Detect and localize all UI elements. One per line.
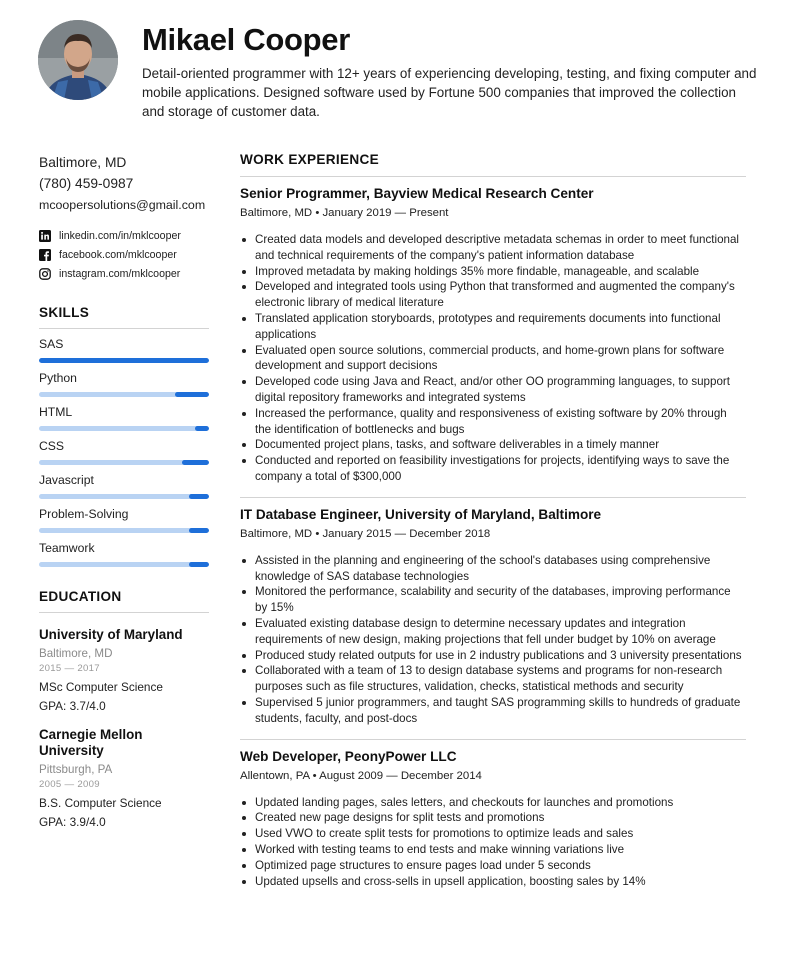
social-instagram[interactable] — [39, 264, 209, 283]
skill-item — [39, 371, 209, 397]
list-item: Translated application storyboards, prototypes and requirements documents into functional applications — [240, 311, 746, 343]
list-item: Updated landing pages, sales letters, and checkouts for launches and promotions — [240, 795, 746, 811]
education-item — [39, 727, 209, 829]
experience-title: WORK EXPERIENCE — [240, 152, 746, 177]
linkedin-icon — [39, 230, 51, 242]
social-instagram-text: instagram.com/mklcooper — [59, 267, 181, 280]
contact-phone: (780) 459-0987 — [39, 176, 134, 191]
profile-photo — [38, 20, 118, 100]
skill-bar — [39, 494, 209, 499]
skill-name: Python — [39, 371, 77, 385]
skill-bar-fill — [39, 358, 209, 363]
skill-bar-fill — [175, 392, 209, 397]
list-item: Used VWO to create split tests for promotions to optimize leads and sales — [240, 826, 746, 842]
social-facebook-text: facebook.com/mklcooper — [59, 248, 177, 261]
skill-bar — [39, 562, 209, 567]
list-item: Conducted and reported on feasibility investigations for projects, identifying ways to save the company a total of $300,000 — [240, 453, 746, 485]
edu-degree: B.S. Computer Science — [39, 796, 162, 810]
edu-city: Pittsburgh, PA — [39, 763, 113, 776]
facebook-icon — [39, 249, 51, 261]
list-item: Evaluated open source solutions, commercial products, and home-grown plans for software development and support decisions — [240, 343, 746, 375]
left-column — [39, 152, 209, 829]
skill-name: Javascript — [39, 473, 94, 487]
list-item: Increased the performance, quality and responsiveness of existing software by 20% through the identification of bottlenecks and bugs — [240, 406, 746, 438]
list-item: Documented project plans, tasks, and software deliverables in a timely manner — [240, 437, 746, 453]
skill-name: HTML — [39, 405, 73, 419]
skill-bar-fill — [189, 528, 209, 533]
skill-name: Problem-Solving — [39, 507, 129, 521]
job-meta: Baltimore, MD • January 2015 — December 2018 — [240, 527, 491, 540]
list-item: Optimized page structures to ensure pages load under 5 seconds — [240, 858, 746, 874]
list-item: Updated upsells and cross-sells in upsell application, boosting sales by 14% — [240, 874, 746, 890]
social-links — [39, 226, 209, 283]
list-item: Evaluated existing database design to determine necessary updates and integration requirements of new design, making projections that fell under budget by 10% on average — [240, 616, 746, 648]
skills-title: SKILLS — [39, 305, 209, 329]
social-linkedin-text: linkedin.com/in/mklcooper — [59, 229, 181, 242]
education-title: EDUCATION — [39, 589, 209, 613]
job-bullets — [240, 795, 746, 890]
right-column — [240, 152, 746, 901]
social-facebook[interactable] — [39, 245, 209, 264]
skill-bar — [39, 460, 209, 465]
list-item: Created data models and developed descriptive metadata schemas in order to meet functional and technical requirements of the company's patient information database — [240, 232, 746, 264]
skill-bar — [39, 528, 209, 533]
skill-bar — [39, 392, 209, 397]
edu-city: Baltimore, MD — [39, 647, 113, 660]
education-item — [39, 627, 209, 713]
edu-years: 2005 — 2009 — [39, 779, 100, 790]
edu-gpa: GPA: 3.7/4.0 — [39, 699, 106, 713]
skill-bar-fill — [182, 460, 209, 465]
job-entry — [240, 749, 746, 902]
job-title: Senior Programmer, Bayview Medical Research Center — [240, 186, 594, 201]
job-meta: Baltimore, MD • January 2019 — Present — [240, 207, 449, 219]
skill-item — [39, 337, 209, 363]
skill-name: SAS — [39, 337, 64, 351]
job-bullets — [240, 232, 746, 485]
job-title: Web Developer, PeonyPower LLC — [240, 748, 457, 764]
skill-bar — [39, 358, 209, 363]
skill-item — [39, 507, 209, 533]
skills-list — [39, 337, 209, 567]
list-item: Supervised 5 junior programmers, and taught SAS programming skills to hundreds of graduate students, faculty, and post-docs — [240, 695, 746, 727]
list-item: Assisted in the planning and engineering of the school's databases using comprehensive knowledge of SAS database technologies — [240, 553, 746, 585]
candidate-name: Mikael Cooper — [142, 22, 350, 57]
job-entry — [240, 507, 746, 740]
contact-location: Baltimore, MD — [39, 155, 127, 170]
instagram-icon — [39, 268, 51, 280]
skill-item — [39, 473, 209, 499]
skill-name: CSS — [39, 439, 65, 453]
skill-bar-fill — [189, 494, 209, 499]
resume-header — [38, 18, 768, 128]
list-item: Worked with testing teams to end tests and make winning variations live — [240, 842, 746, 858]
job-meta: Allentown, PA • August 2009 — December 2014 — [240, 769, 482, 782]
edu-degree: MSc Computer Science — [39, 680, 163, 694]
summary-text: Detail-oriented programmer with 12+ years of experiencing developing, testing, and fixing computer and mobile applications. Designed software used by Fortune 500 companies that improved the collection and storage of customer data. — [142, 66, 757, 119]
list-item: Produced study related outputs for use in 2 industry publications and 3 university presentations — [240, 648, 746, 664]
list-item: Improved metadata by making holdings 35% more findable, manageable, and scalable — [240, 264, 746, 280]
edu-gpa: GPA: 3.9/4.0 — [39, 815, 106, 829]
list-item: Created new page designs for split tests and promotions — [240, 810, 746, 826]
skill-item — [39, 405, 209, 431]
list-item: Collaborated with a team of 13 to design database systems and programs for non-research purposes such as file structures, validation, checks, statistical methods and security — [240, 663, 746, 695]
skill-bar — [39, 426, 209, 431]
edu-school: Carnegie Mellon University — [39, 727, 143, 758]
skill-bar-fill — [195, 426, 209, 431]
social-linkedin[interactable] — [39, 226, 209, 245]
list-item: Monitored the performance, scalability and security of the databases, improving performance by 15% — [240, 584, 746, 616]
skill-bar-fill — [189, 562, 209, 567]
edu-years: 2015 — 2017 — [39, 663, 100, 674]
edu-school: University of Maryland — [39, 627, 183, 642]
contact-email[interactable]: mcoopersolutions@gmail.com — [39, 198, 206, 212]
job-entry — [240, 186, 746, 498]
job-title: IT Database Engineer, University of Maryland, Baltimore — [240, 506, 602, 522]
job-bullets — [240, 553, 746, 727]
avatar — [38, 20, 118, 100]
list-item: Developed code using Java and React, and/or other OO programming languages, to support digital repository frameworks and integrated systems — [240, 374, 746, 406]
skill-item — [39, 541, 209, 567]
skill-item — [39, 439, 209, 465]
skill-name: Teamwork — [39, 541, 95, 555]
list-item: Developed and integrated tools using Python that transformed and augmented the company's electronic library of medical literature — [240, 279, 746, 311]
